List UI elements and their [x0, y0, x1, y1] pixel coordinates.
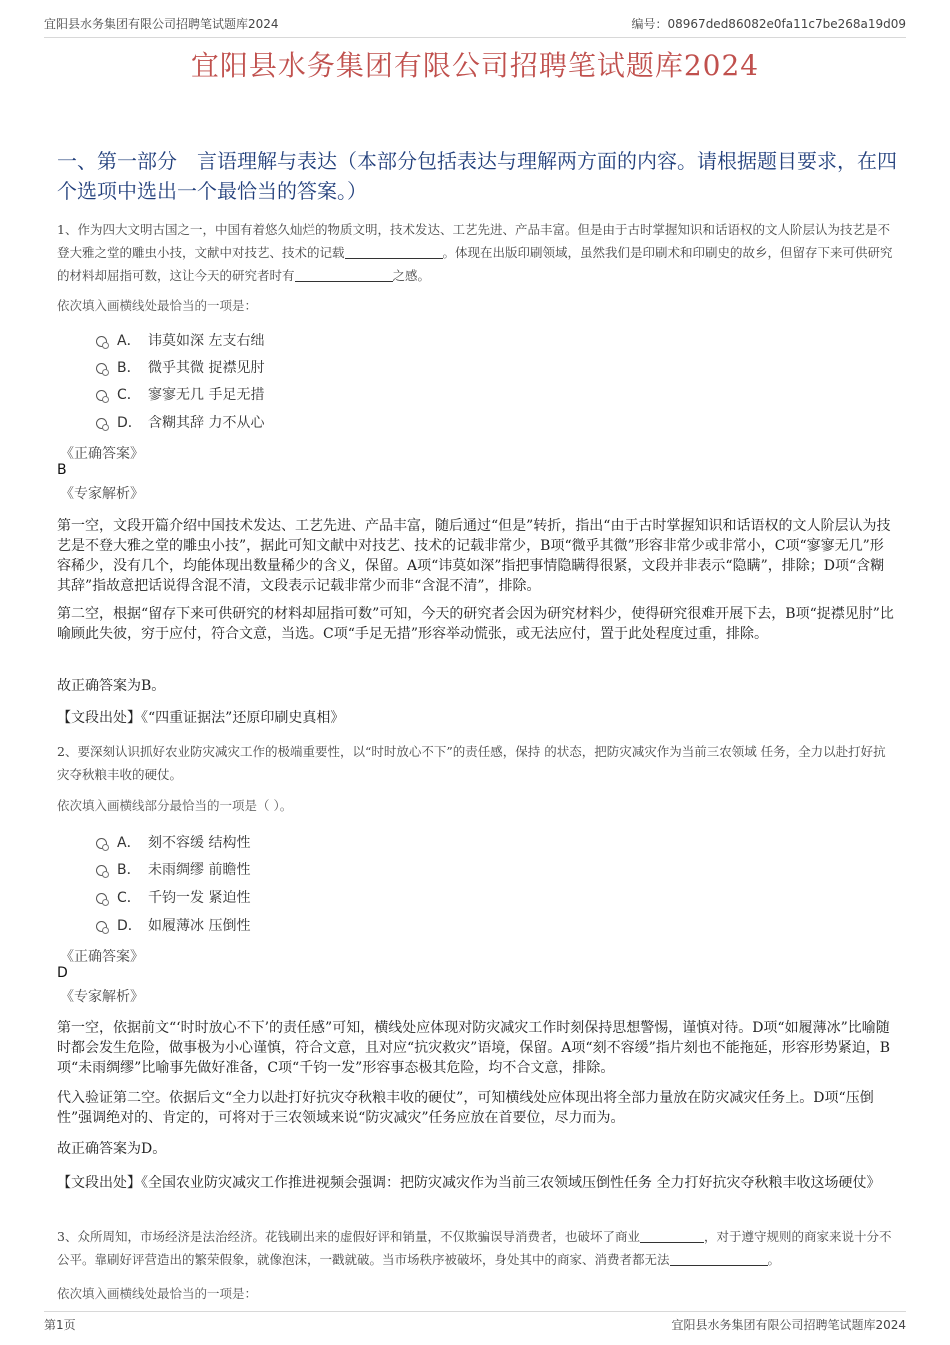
footer-doc-title: 宜阳县水务集团有限公司招聘笔试题库2024: [671, 1318, 906, 1332]
expert-analysis-label: 《专家解析》: [60, 989, 144, 1005]
page-header: [44, 15, 906, 38]
section-heading: 一、第一部分 言语理解与表达（本部分包括表达与理解两方面的内容。请根据题目要求，在四个选项中选出一个最恰当的答案。）: [57, 149, 897, 203]
page-number: 第1页: [44, 1318, 76, 1332]
analysis-conclusion: 故正确答案为D。: [57, 1141, 167, 1157]
analysis-paragraph: 第一空，文段开篇介绍中国技术发达、工艺先进、产品丰富，随后通过“但是”转折，指出“由于古时掌握知识和话语权的文人阶层认为技艺是不登大雅之堂的雕虫小技”，据此可知文献中对技艺、技术的记载非常少，B项“微乎其微”形容非常少或非常小，C项“寥寥无几”形容稀少，没有几个，均能体现出数量稀少的含义，保留。A项“讳莫如深”指把事情隐瞒得很紧，文段并非表示“隐瞒”，排除；D项“含糊其辞”指故意把话说得含混不清，文段表示记载非常少而非“含混不清”，排除。: [57, 518, 891, 594]
analysis-conclusion: 故正确答案为B。: [57, 678, 166, 694]
header-doc-title: 宜阳县水务集团有限公司招聘笔试题库2024: [44, 17, 279, 31]
radio-button-icon[interactable]: [96, 390, 107, 401]
radio-button-icon[interactable]: [96, 838, 107, 849]
analysis-paragraph: 第二空，根据“留存下来可供研究的材料却屈指可数”可知，今天的研究者会因为研究材料少，使得研究很难开展下去，B项“捉襟见肘”比喻顾此失彼，穷于应付，符合文意，当选。C项“手足无措”形容举动慌张，或无法应付，置于此处程度过重，排除。: [57, 606, 894, 642]
radio-button-icon[interactable]: [96, 363, 107, 374]
question-3-prompt: 依次填入画横线处最恰当的一项是：: [57, 1286, 258, 1301]
question-3-stem: 3、众所周知，市场经济是法治经济。花钱刷出来的虚假好评和销量，不仅欺骗误导消费者，也破坏了商业 ，对于遵守规则的商家来说十分不公平。靠刷好评营造出的繁荣假象，就像泡沫，一戳就破。当市场秩序被破坏，身处其中的商家、消费者都无法 。: [57, 1229, 892, 1267]
radio-button-icon[interactable]: [96, 921, 107, 932]
question-1-answer: B: [57, 462, 67, 478]
source-citation: 【文段出处】《“四重证据法”还原印刷史真相》: [57, 710, 345, 726]
header-doc-id: 编号：08967ded86082e0fa11c7be268a19d09: [631, 17, 906, 31]
correct-answer-label: 《正确答案》: [60, 949, 144, 965]
question-2-stem: 2、要深刻认识抓好农业防灾减灾工作的极端重要性，以“时时放心不下”的责任感，保持 的状态，把防灾减灾作为当前三农领域 任务，全力以赴打好抗灾夺秋粮丰收的硬仗。: [57, 744, 886, 782]
page-title: 宜阳县水务集团有限公司招聘笔试题库2024: [190, 49, 760, 82]
radio-button-icon[interactable]: [96, 893, 107, 904]
question-1-prompt: 依次填入画横线处最恰当的一项是：: [57, 298, 258, 313]
fill-blank: [345, 244, 443, 259]
radio-button-icon[interactable]: [96, 418, 107, 429]
radio-button-icon[interactable]: [96, 865, 107, 876]
analysis-paragraph: 第一空，依据前文“‘时时放心不下’的责任感”可知，横线处应体现对防灾减灾工作时刻保持思想警惕，谨慎对待。D项“如履薄冰”比喻随时都会发生危险，做事极为小心谨慎，符合文意，且对应“抗灾救灾”语境，保留。A项“刻不容缓”指片刻也不能拖延，形容形势紧迫，B项“未雨绸缪”比喻事先做好准备，C项“千钧一发”形容事态极其危险，均不合文意，排除。: [57, 1020, 891, 1076]
fill-blank: [295, 267, 393, 282]
question-1-stem: 1、作为四大文明古国之一，中国有着悠久灿烂的物质文明，技术发达、工艺先进、产品丰富。但是由于古时掌握知识和话语权的文人阶层认为技艺是不登大雅之堂的雕虫小技，文献中对技艺、技术的记载 。体现在出版印刷领域，虽然我们是印刷术和印刷史的故乡，但留存下来可供研究的材料却屈指可数，这让今天的研究者时有 之感。: [57, 222, 893, 283]
expert-analysis-label: 《专家解析》: [60, 486, 144, 502]
radio-button-icon[interactable]: [96, 336, 107, 347]
page-footer: [44, 1311, 906, 1332]
correct-answer-label: 《正确答案》: [60, 446, 144, 462]
source-citation: 【文段出处】《全国农业防灾减灾工作推进视频会强调：把防灾减灾作为当前三农领域压倒性任务 全力打好抗灾夺秋粮丰收这场硬仗》: [57, 1175, 881, 1191]
question-2-prompt: 依次填入画横线部分最恰当的一项是（ ）。: [57, 798, 293, 813]
question-2-answer: D: [57, 965, 68, 981]
fill-blank: [670, 1251, 768, 1266]
analysis-paragraph: 代入验证第二空。依据后文“全力以赴打好抗灾夺秋粮丰收的硬仗”，可知横线处应体现出将全部力量放在防灾减灾任务上。D项“压倒性”强调绝对的、肯定的，可将对于三农领域来说“防灾减灾”任务应放在首要位，尽力而为。: [57, 1090, 874, 1126]
fill-blank: [640, 1228, 704, 1243]
